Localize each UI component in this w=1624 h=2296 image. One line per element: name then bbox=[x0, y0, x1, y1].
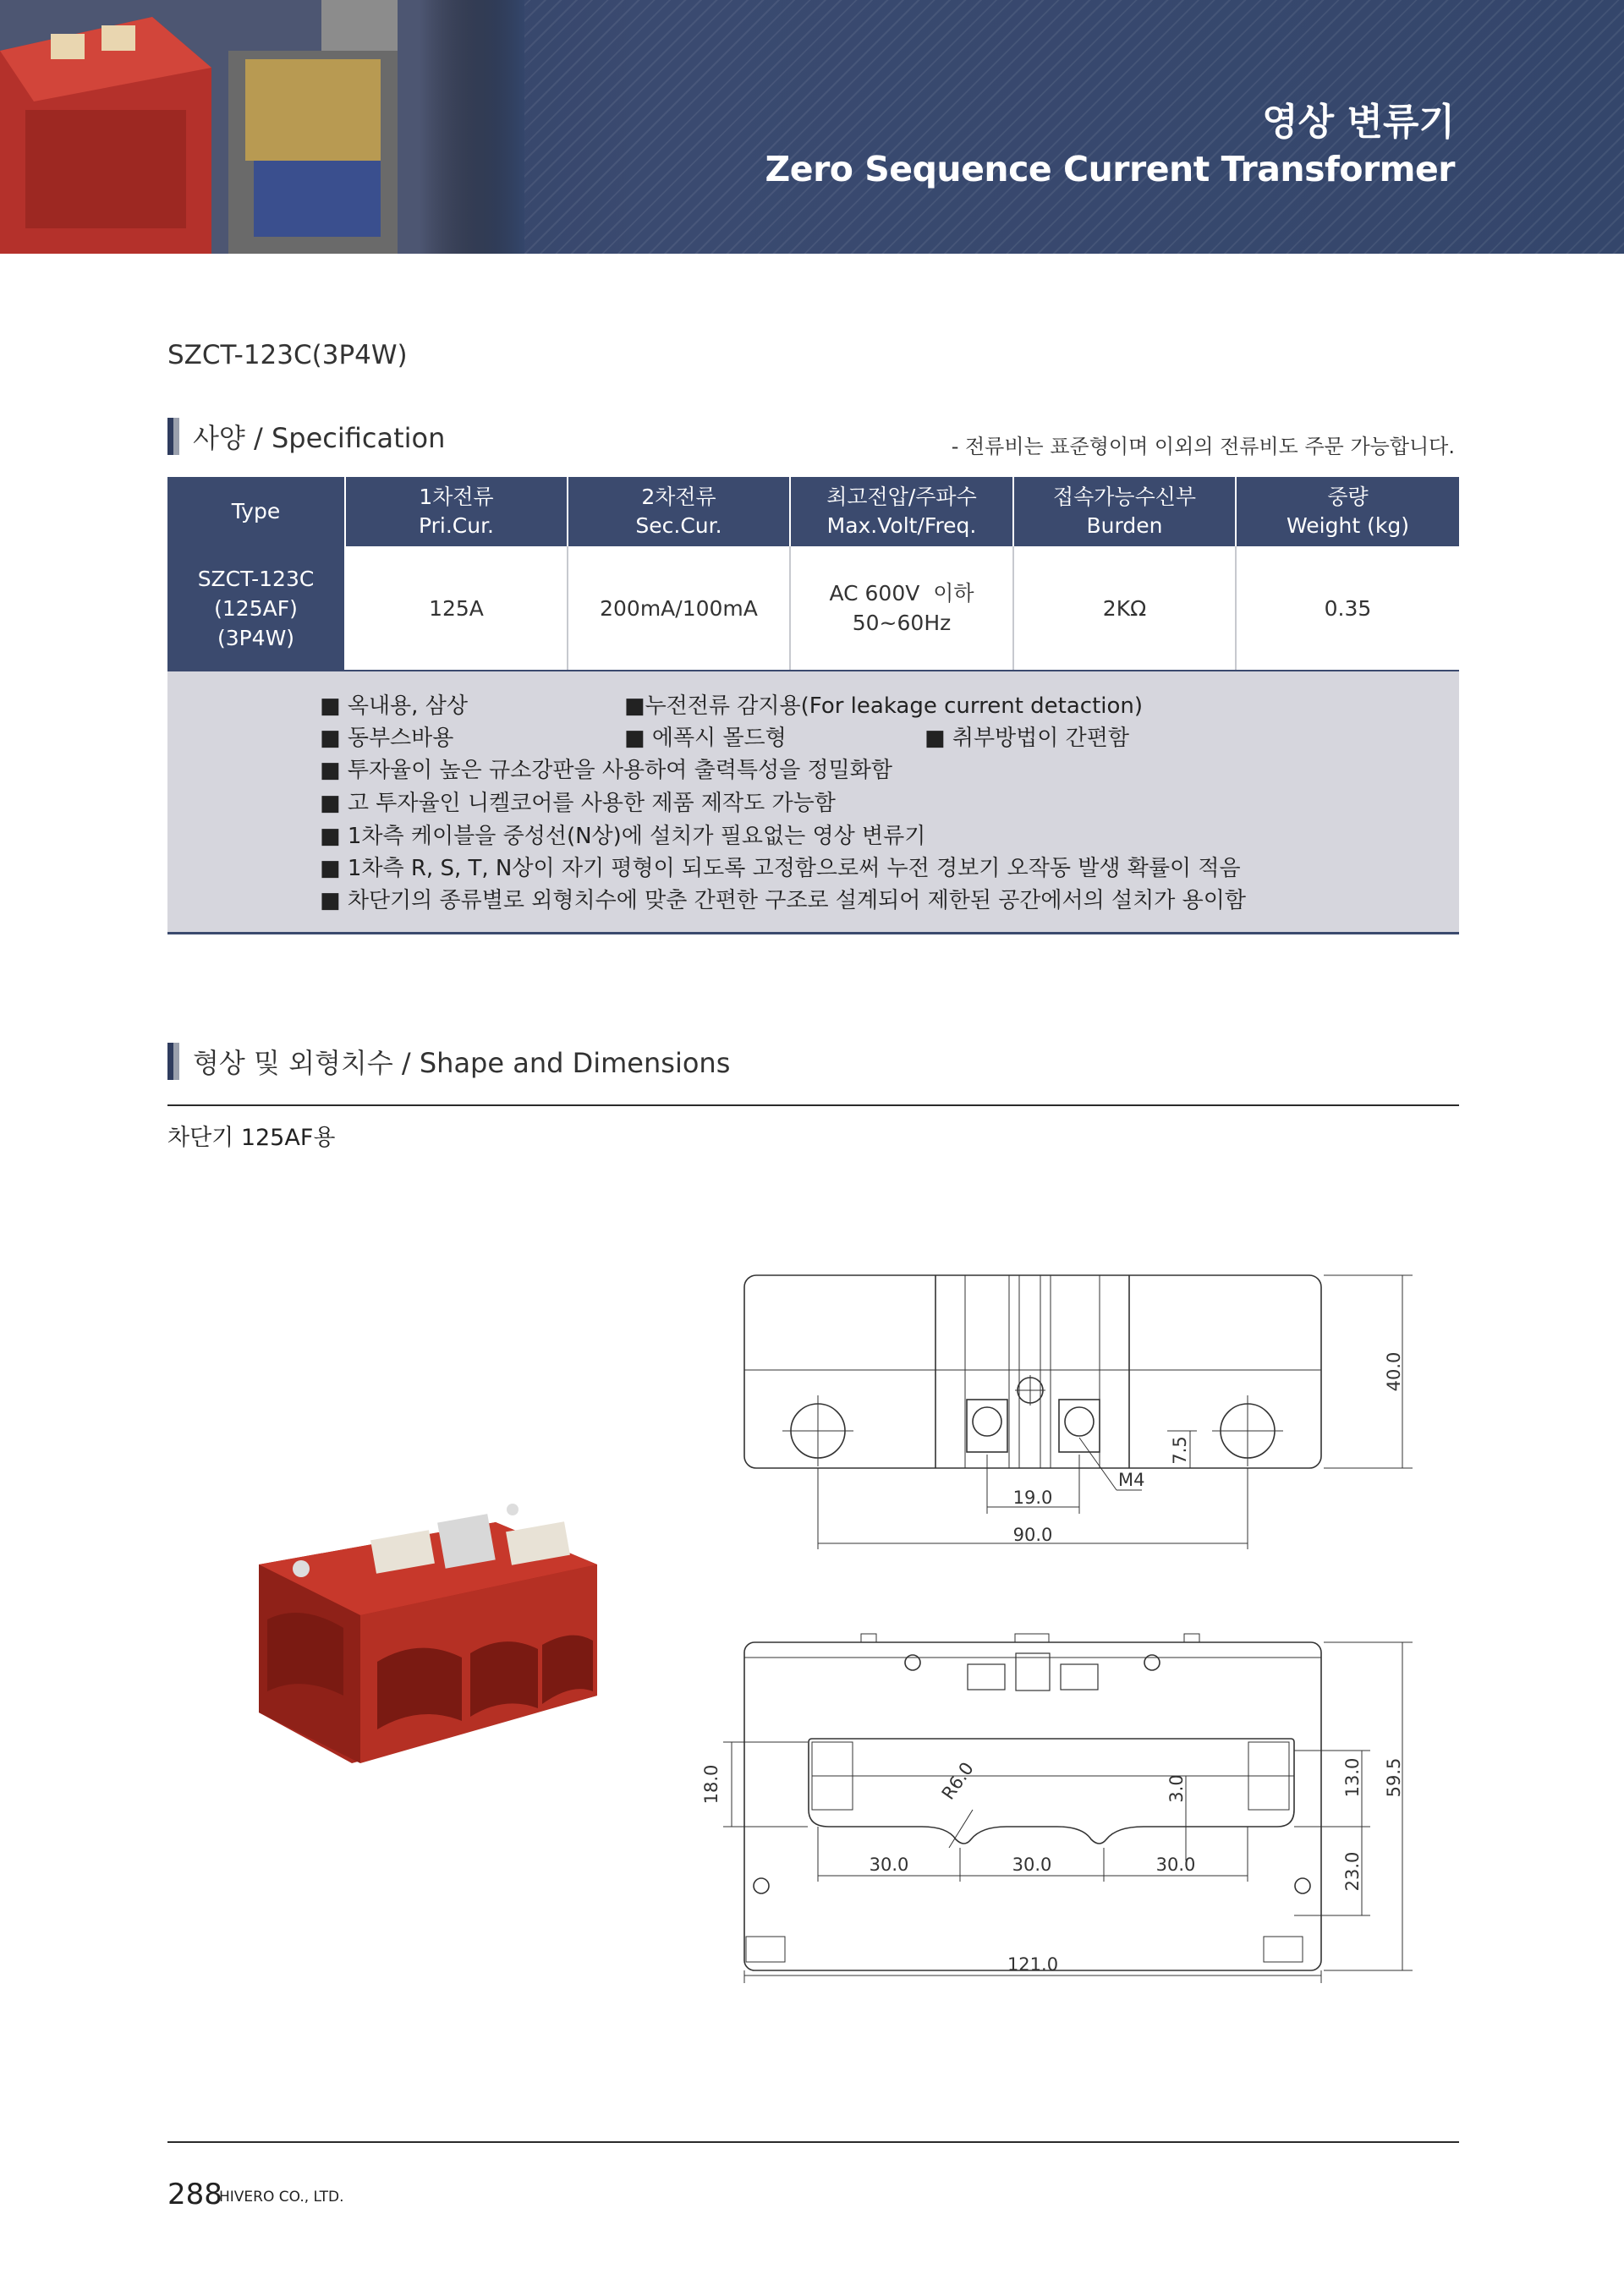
list-item: ■ 투자율이 높은 규소강판을 사용하여 출력특성을 정밀화함 bbox=[320, 758, 892, 783]
shape-section-title: 형상 및 외형치수 / Shape and Dimensions bbox=[193, 1047, 731, 1079]
cell-volt: AC 600V 이하 50~60Hz bbox=[790, 546, 1013, 671]
cell-type: SZCT-123C (125AF) (3P4W) bbox=[167, 546, 345, 671]
product-photo-icon bbox=[250, 1501, 614, 1772]
cell-weight: 0.35 bbox=[1236, 546, 1459, 671]
shape-section-header bbox=[167, 1043, 730, 1080]
dim-18: 18.0 bbox=[701, 1764, 721, 1805]
dim-19: 19.0 bbox=[1012, 1488, 1053, 1508]
spec-section-title: 사양 / Specification bbox=[193, 422, 446, 454]
shape-subtitle: 차단기 125AF용 bbox=[167, 1125, 336, 1151]
transformer-photo-icon bbox=[0, 0, 524, 254]
dim-121: 121.0 bbox=[1007, 1954, 1059, 1975]
col-header-pri: 1차전류 Pri.Cur. bbox=[345, 477, 568, 546]
list-item: ■ 옥내용, 삼상 bbox=[320, 693, 468, 719]
page-number: 288 bbox=[167, 2178, 222, 2211]
dim-30-a: 30.0 bbox=[869, 1855, 909, 1875]
footer-divider bbox=[167, 2141, 1459, 2143]
dim-40: 40.0 bbox=[1384, 1351, 1404, 1392]
section-divider bbox=[167, 1104, 1459, 1106]
page-title-en: Zero Sequence Current Transformer bbox=[765, 149, 1455, 189]
list-item: ■ 1차측 R, S, T, N상이 자기 평형이 되도록 고정함으로써 누전 경보기 오작동 발생 확률이 적음 bbox=[320, 856, 1241, 881]
header-banner bbox=[0, 0, 1624, 254]
model-name: SZCT-123C(3P4W) bbox=[167, 340, 408, 370]
dim-r6: R6.0 bbox=[937, 1758, 978, 1804]
list-item: ■ 차단기의 종류별로 외형치수에 맞춘 간편한 구조로 설계되어 제한된 공간에서의 설치가 용이함 bbox=[320, 888, 1247, 913]
col-header-sec: 2차전류 Sec.Cur. bbox=[568, 477, 790, 546]
dim-3: 3.0 bbox=[1166, 1774, 1187, 1803]
dim-90: 90.0 bbox=[1012, 1525, 1053, 1545]
col-header-weight: 중량 Weight (kg) bbox=[1236, 477, 1459, 546]
feature-list bbox=[167, 671, 1459, 934]
list-item: ■ 취부방법이 간편함 bbox=[924, 726, 1130, 751]
list-item: ■ 동부스바용 bbox=[320, 726, 454, 751]
table-row bbox=[167, 546, 1459, 671]
dim-13: 13.0 bbox=[1342, 1757, 1363, 1798]
dim-23: 23.0 bbox=[1342, 1851, 1363, 1892]
dim-30-b: 30.0 bbox=[1012, 1855, 1052, 1875]
dim-m4: M4 bbox=[1118, 1470, 1145, 1490]
list-item: ■ 고 투자율인 니켈코어를 사용한 제품 제작도 가능함 bbox=[320, 791, 836, 816]
section-marker-icon bbox=[167, 1043, 179, 1080]
spec-table bbox=[167, 477, 1459, 671]
list-item: ■ 에폭시 몰드형 bbox=[624, 726, 787, 751]
spec-note: - 전류비는 표준형이며 이외의 전류비도 주문 가능합니다. bbox=[951, 435, 1455, 458]
dim-7-5: 7.5 bbox=[1170, 1436, 1190, 1465]
cell-pri: 125A bbox=[345, 546, 568, 671]
page-title-ko: 영상 변류기 bbox=[1262, 101, 1455, 144]
dim-30-c: 30.0 bbox=[1155, 1855, 1196, 1875]
section-marker-icon bbox=[167, 418, 179, 455]
dimension-drawing bbox=[701, 1252, 1421, 1996]
spec-section-header bbox=[167, 418, 445, 455]
col-header-volt: 최고전압/주파수 Max.Volt/Freq. bbox=[790, 477, 1013, 546]
col-header-type: Type bbox=[167, 477, 345, 546]
spec-header-row bbox=[167, 477, 1459, 546]
company-name: HIVERO CO., LTD. bbox=[219, 2189, 344, 2206]
list-item: ■ 1차측 케이블을 중성선(N상)에 설치가 필요없는 영상 변류기 bbox=[320, 824, 926, 849]
dim-59-5: 59.5 bbox=[1384, 1757, 1404, 1798]
cell-sec: 200mA/100mA bbox=[568, 546, 790, 671]
list-item: ■누전전류 감지용(For leakage current detaction) bbox=[624, 693, 1144, 719]
col-header-burden: 접속가능수신부 Burden bbox=[1013, 477, 1236, 546]
cell-burden: 2KΩ bbox=[1013, 546, 1236, 671]
